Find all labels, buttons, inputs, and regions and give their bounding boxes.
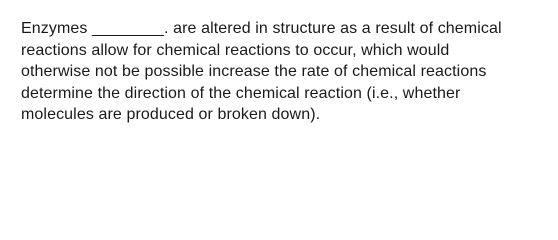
question-line: reactions allow for chemical reactions to occur, which would — [21, 41, 450, 59]
question-line: otherwise not be possible increase the rate of chemical reactions — [21, 63, 487, 80]
question-line: Enzymes ________. are altered in structure as a result of chemical — [21, 20, 502, 37]
question-line: determine the direction of the chemical reaction (i.e., whether — [21, 84, 461, 102]
question-text — [21, 18, 551, 126]
question-line: molecules are produced or broken down). — [21, 106, 321, 123]
